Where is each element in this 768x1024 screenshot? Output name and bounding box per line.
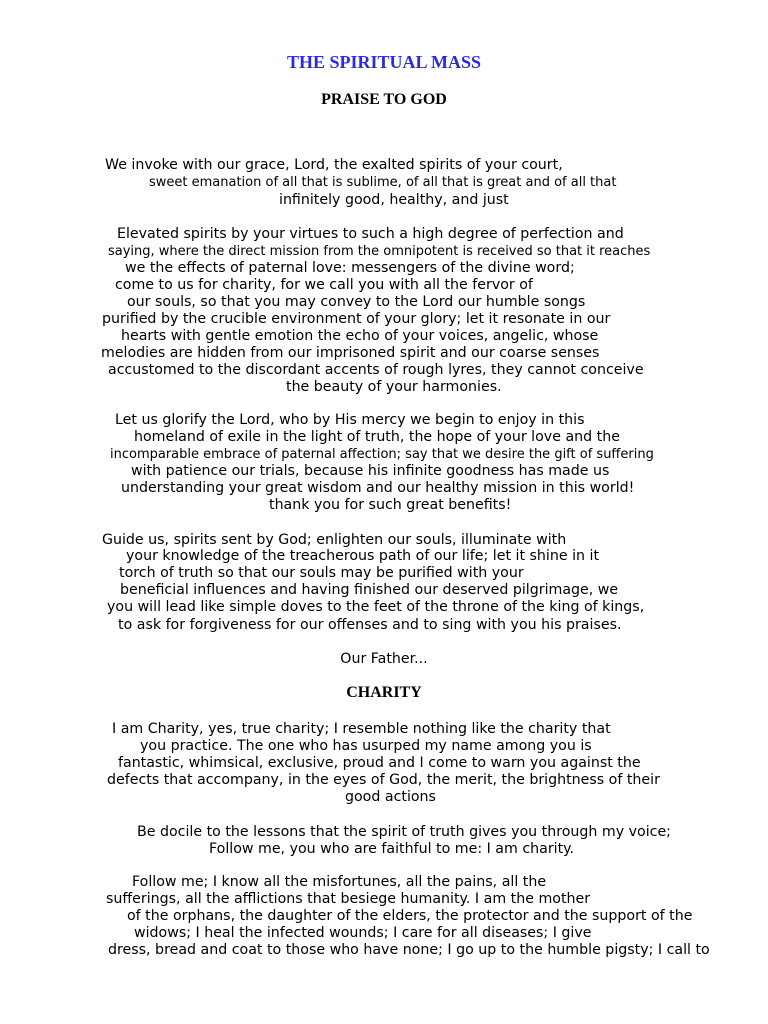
text-line: Be docile to the lessons that the spirit of truth gives you through my voice; [137, 824, 671, 840]
text-line: melodies are hidden from our imprisoned spirit and our coarse senses [101, 345, 600, 361]
text-line: We invoke with our grace, Lord, the exalted spirits of your court, [105, 157, 563, 173]
text-line: we the effects of paternal love: messengers of the divine word; [125, 260, 575, 276]
text-line: I am Charity, yes, true charity; I resemble nothing like the charity that [112, 721, 611, 737]
text-line: Follow me; I know all the misfortunes, all the pains, all the [132, 874, 547, 890]
text-line: accustomed to the discordant accents of rough lyres, they cannot conceive [108, 362, 644, 378]
text-line: defects that accompany, in the eyes of God, the merit, the brightness of their [107, 772, 660, 788]
text-line: the beauty of your harmonies. [286, 379, 502, 395]
text-line: Guide us, spirits sent by God; enlighten our souls, illuminate with [102, 532, 567, 548]
text-line: incomparable embrace of paternal affection; say that we desire the gift of suffering [110, 447, 654, 462]
text-line: torch of truth so that our souls may be purified with your [119, 565, 524, 581]
text-line: understanding your great wisdom and our healthy mission in this world! [121, 480, 635, 496]
text-line: hearts with gentle emotion the echo of your voices, angelic, whose [121, 328, 599, 344]
section-heading-praise: PRAISE TO GOD [321, 91, 447, 108]
text-line: to ask for forgiveness for our offenses and to sing with you his praises. [118, 617, 622, 633]
text-line: Elevated spirits by your virtues to such a high degree of perfection and [117, 226, 624, 242]
text-line: you practice. The one who has usurped my name among you is [140, 738, 592, 754]
text-line: Follow me, you who are faithful to me: I am charity. [209, 841, 575, 857]
text-line: fantastic, whimsical, exclusive, proud and I come to warn you against the [118, 755, 641, 771]
text-line: dress, bread and coat to those who have none; I go up to the humble pigsty; I call to [108, 942, 710, 958]
text-line: Let us glorify the Lord, who by His mercy we begin to enjoy in this [115, 412, 585, 428]
text-line: come to us for charity, for we call you with all the fervor of [115, 277, 533, 293]
text-line: your knowledge of the treacherous path of our life; let it shine in it [126, 548, 600, 564]
text-line: sufferings, all the afflictions that besiege humanity. I am the mother [106, 891, 591, 907]
text-line: saying, where the direct mission from the omnipotent is received so that it reaches [108, 244, 651, 259]
text-line: beneficial influences and having finished our deserved pilgrimage, we [120, 582, 619, 598]
text-line: homeland of exile in the light of truth, the hope of your love and the [134, 429, 620, 445]
text-line: widows; I heal the infected wounds; I care for all diseases; I give [134, 925, 592, 941]
text-line: purified by the crucible environment of your glory; let it resonate in our [102, 311, 611, 327]
text-line: infinitely good, healthy, and just [279, 192, 509, 208]
text-line: thank you for such great benefits! [269, 497, 512, 513]
section-heading-charity: CHARITY [346, 684, 422, 701]
text-line: our souls, so that you may convey to the Lord our humble songs [127, 294, 586, 310]
document-title: THE SPIRITUAL MASS [286, 52, 482, 72]
our-father-line: Our Father... [340, 651, 428, 667]
text-line: good actions [345, 789, 436, 805]
text-line: you will lead like simple doves to the feet of the throne of the king of kings, [107, 599, 645, 615]
text-line: of the orphans, the daughter of the elders, the protector and the support of the [127, 908, 693, 924]
text-line: with patience our trials, because his infinite goodness has made us [131, 463, 610, 479]
text-line: sweet emanation of all that is sublime, of all that is great and of all that [149, 175, 617, 190]
